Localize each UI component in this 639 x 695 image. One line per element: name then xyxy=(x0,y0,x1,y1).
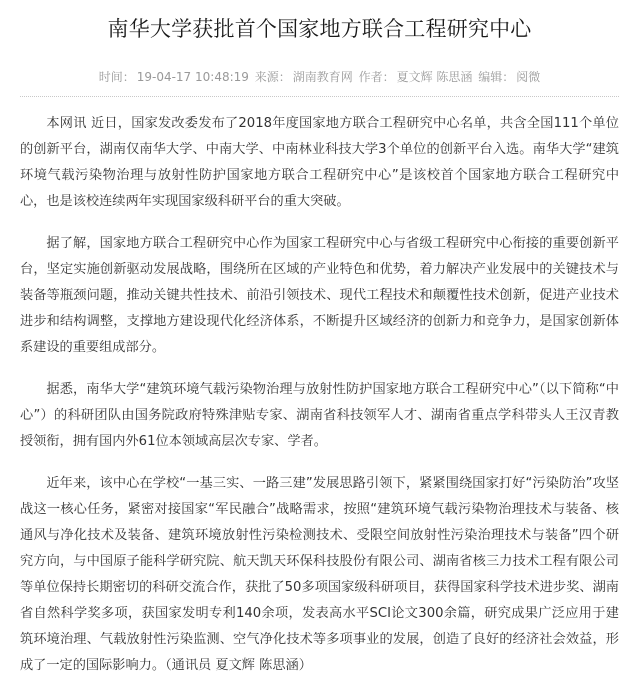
article-meta xyxy=(20,66,619,97)
publish-time: 19-04-17 10:48:19 xyxy=(136,70,249,84)
source-name: 湖南教育网 xyxy=(292,70,353,84)
time-label: 时间： xyxy=(98,70,135,84)
author-label: 作者： xyxy=(358,70,395,84)
paragraph-3: 据悉，南华大学“建筑环境气载污染物治理与放射性防护国家地方联合工程研究中心”（以下简称“中心”）的科研团队由国务院政府特殊津贴专家、湖南省科技领军人才、湖南省重点学科带头人王汉青教授领衔，拥有国内外61位本领域高层次专家、学者。 xyxy=(20,382,619,449)
article-body xyxy=(20,111,619,679)
paragraph-2: 据了解，国家地方联合工程研究中心作为国家工程研究中心与省级工程研究中心衔接的重要创新平台，坚定实施创新驱动发展战略，围绕所在区域的产业特色和优势，着力解决产业发展中的关键技术与装备等瓶颈问题，推动关键共性技术、前沿引领技术、现代工程技术和颠覆性技术创新，促进产业技术进步和结构调整，支撑地方建设现代化经济体系，不断提升区域经济的创新力和竞争力，是国家创新体系建设的重要组成部分。 xyxy=(20,236,619,355)
source-label: 来源： xyxy=(254,70,291,84)
editor-name: 阅微 xyxy=(516,70,541,84)
editor-label: 编辑： xyxy=(478,70,515,84)
article-title: 南华大学获批首个国家地方联合工程研究中心 xyxy=(107,17,532,41)
author-names: 夏文辉 陈思涵 xyxy=(396,70,473,84)
paragraph-1: 本网讯 近日，国家发改委发布了2018年度国家地方联合工程研究中心名单，共含全国111个单位的创新平台，湖南仅南华大学、中南大学、中南林业科技大学3个单位的创新平台入选。南华大学“建筑环境气载污染物治理与放射性防护国家地方联合工程研究中心”是该校首个国家地方联合工程研究中心，也是该校连续两年实现国家级科研平台的重大突破。 xyxy=(20,116,619,209)
paragraph-4: 近年来，该中心在学校“一基三实、一路三建”发展思路引领下，紧紧围绕国家打好“污染防治”攻坚战这一核心任务，紧密对接国家“军民融合”战略需求，按照“建筑环境气载污染物治理技术与装备、核通风与净化技术及装备、建筑环境放射性污染检测技术、受限空间放射性污染治理技术与装备”四个研究方向，与中国原子能科学研究院、航天凯天环保科技股份有限公司、湖南省核三力技术工程有限公司等单位保持长期密切的科研交流合作，获批了50多项国家级科研项目，获得国家科学技术进步奖、湖南省自然科学奖多项，获国家发明专利140余项，发表高水平SCI论文300余篇，研究成果广泛应用于建筑环境治理、气载放射性污染监测、空气净化技术等多项事业的发展，创造了良好的经济社会效益，形成了一定的国际影响力。（通讯员 夏文辉 陈思涵） xyxy=(20,476,619,673)
